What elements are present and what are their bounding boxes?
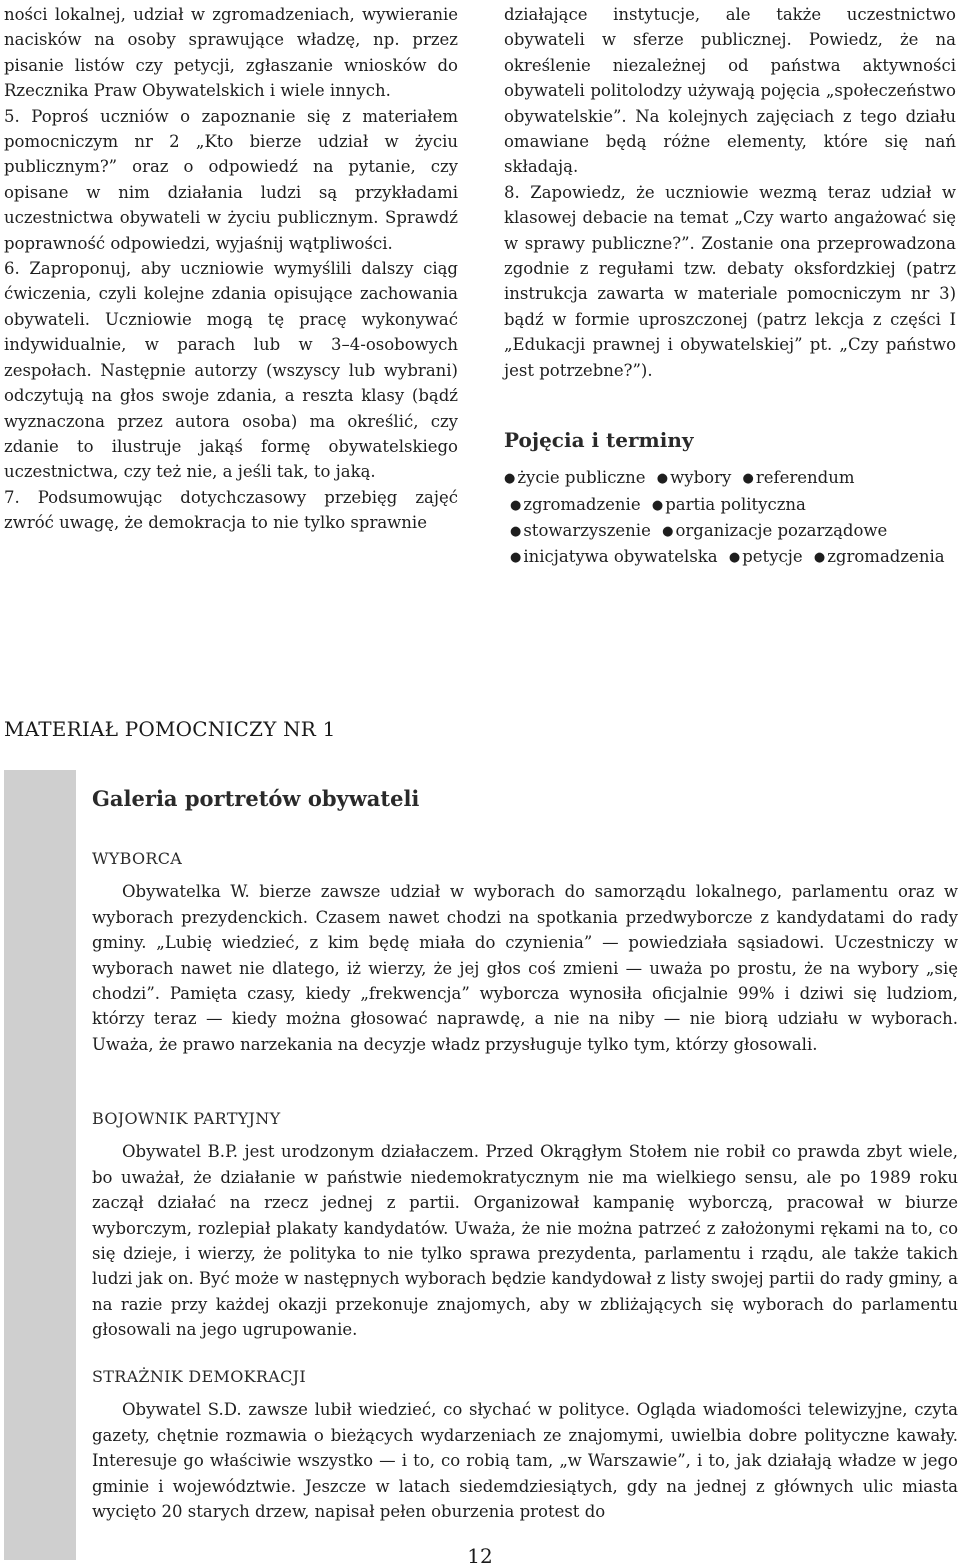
- paragraph: działające instytucje, ale także uczestnictwo obywateli w sferze publicznej. Powiedz, że na określenie niezależnej od państwa aktywności obywateli politolodzy używają pojęcia „społeczeństwo obywatelskie”. Na kolejnych zajęciach z tego działu omawiane będą różne elementy, które się nań składają.: [504, 5, 956, 177]
- paragraph: ności lokalnej, udział w zgromadzeniach, wywieranie nacisków na osoby sprawujące władzę, np. przez pisanie listów czy petycji, zgłaszanie wniosków do Rzecznika Praw Obywatelskich i wiele innych.: [4, 5, 458, 101]
- bullet-icon: ●: [656, 471, 669, 487]
- material-title: MATERIAŁ POMOCNICZY NR 1: [4, 717, 336, 741]
- bullet-icon: ●: [662, 523, 674, 539]
- portrait-section: [92, 1106, 958, 1343]
- bullet-icon: ●: [510, 550, 522, 566]
- gallery-title: Galeria portretów obywateli: [92, 786, 420, 811]
- bullet-icon: ●: [813, 550, 826, 566]
- section-label: WYBORCA: [92, 849, 183, 868]
- term-item: ● stowarzyszenie: [504, 521, 651, 540]
- term-item: ● inicjatywa obywatelska: [504, 547, 718, 566]
- term-item: ● referendum: [737, 468, 855, 487]
- term-item: ● życie publiczne: [504, 468, 646, 488]
- page-number: 12: [467, 1544, 493, 1568]
- section-text: Obywatel B.P. jest urodzonym działaczem. Przed Okrągłym Stołem nie robił co prawda zbyt wiele, bo uważał, że działanie w państwie niedemokratycznym nie ma wielkiego sensu, ale po 1989 roku zaczął działać na rzecz jednej z partii. Organizował kampanię wyborczą, pracował w biurze wyborczym, rozlepiał plakaty kandydatów. Uważa, że nie można patrzeć z założonymi rękami na to, co się dzieje, i wierzy, że polityka to nie tylko sprawa prezydenta, parlamentu i rządu, ale także takich ludzi jak on. Być może w następnych wyborach będzie kandydował z listy swojej partii do rady gminy, a na razie przy każdej okazji przekonuje znajomych, aby w zbliżających się wyborach do parlamentu głosowali na jego ugrupowanie.: [92, 1142, 958, 1340]
- term-item: ● petycje: [723, 547, 803, 566]
- term-item: ● wybory: [651, 468, 732, 487]
- term-item: ● zgromadzenie: [504, 495, 641, 514]
- paragraph: 5. Poproś uczniów o zapoznanie się z materiałem pomocniczym nr 2 „Kto bierze udział w życiu publicznym?” oraz o odpowiedź na pytanie, czy opisane w nim działania ludzi są przykładami uczestnictwa obywateli w życiu publicznym. Sprawdź poprawność odpowiedzi, wyjaśnij wątpliwości.: [4, 106, 458, 253]
- section-label: BOJOWNIK PARTYJNY: [92, 1109, 281, 1128]
- portrait-section: [92, 846, 958, 1057]
- left-column: [4, 2, 458, 536]
- bullet-icon: ●: [510, 523, 522, 539]
- paragraph: 7. Podsumowując dotychczasowy przebięg zajęć zwróć uwagę, że demokracja to nie tylko sprawnie: [4, 487, 458, 533]
- paragraph: 6. Zaproponuj, aby uczniowie wymyślili dalszy ciąg ćwiczenia, czyli kolejne zdania opisujące zachowania obywateli. Uczniowie mogą tę pracę wykonywać indywidualnie, w parach lub w 3–4-osobowych zespołach. Następnie autorzy (wszyscy lub wybrani) odczytują na głos swoje zdania, a reszta klasy (bądź wyznaczona przez autora osoba) ma określić, czy zdanie to ilustruje jakąś formę obywatelskiego uczestnictwa, czy też nie, a jeśli tak, to jaką.: [4, 259, 458, 482]
- term-item: ● zgromadzenia: [808, 547, 945, 566]
- paragraph: 8. Zapowiedz, że uczniowie wezmą teraz udział w klasowej debacie na temat „Czy warto angażować się w sprawy publiczne?”. Zostanie ona przeprowadzona zgodnie z regułami tzw. debaty oksfordzkiej (patrz instrukcja zawarta w materiale pomocniczym nr 3) bądź w formie uproszczonej (patrz lekcja z części I „Edukacji prawnej i obywatelskiej” pt. „Czy państwo jest potrzebne?”).: [504, 182, 956, 380]
- portrait-section: [92, 1364, 958, 1524]
- right-column: [504, 2, 956, 571]
- decorative-sidebar-bar: [4, 770, 76, 1560]
- section-text: Obywatel S.D. zawsze lubił wiedzieć, co słychać w polityce. Ogląda wiadomości telewizyjne, czyta gazety, chętnie rozmawia o bieżących wydarzeniach ze znajomymi, uwielbia dobre polityczne kawały. Interesuje go właściwie wszystko — i to, co robią tam, „w Warszawie”, i to, jak działają władze w jego gminie i województwie. Jeszcze w latach siedemdziesiątych, gdy na jednej z głównych ulic miasta wycięto 20 starych drzew, napisał pełen oburzenia protest do: [92, 1400, 958, 1522]
- term-item: ● organizacje pozarządowe: [656, 521, 887, 540]
- terms-list: [504, 465, 956, 571]
- bullet-icon: ●: [504, 471, 516, 487]
- bullet-icon: ●: [728, 550, 741, 566]
- bullet-icon: ●: [742, 471, 754, 487]
- section-text: Obywatelka W. bierze zawsze udział w wyborach do samorządu lokalnego, parlamentu oraz w wyborach prezydenckich. Czasem nawet chodzi na spotkania przedwyborcze z kandydatami do rady gminy. „Lubię wiedzieć, z kim będę miała do czynienia” — powiedziała sąsiadowi. Uczestniczy w wyborach nawet nie dlatego, iż wierzy, że jej głos coś zmieni — uważa po prostu, że na wybory „się chodzi”. Pamięta czasy, kiedy „frekwencja” wyborcza wynosiła oficjalnie 99% i dziwi się ludziom, którzy teraz — kiedy można głosować naprawdę, a nie na niby — nie biorą udziału w wyborach. Uważa, że prawo narzekania na decyzje władz przysługuje tylko tym, którzy głosowali.: [92, 882, 958, 1054]
- bullet-icon: ●: [651, 497, 664, 513]
- section-label: STRAŻNIK DEMOKRACJI: [92, 1367, 306, 1386]
- terms-heading: Pojęcia i terminy: [504, 428, 694, 453]
- bullet-icon: ●: [510, 497, 522, 513]
- term-item: ● partia polityczna: [646, 495, 806, 514]
